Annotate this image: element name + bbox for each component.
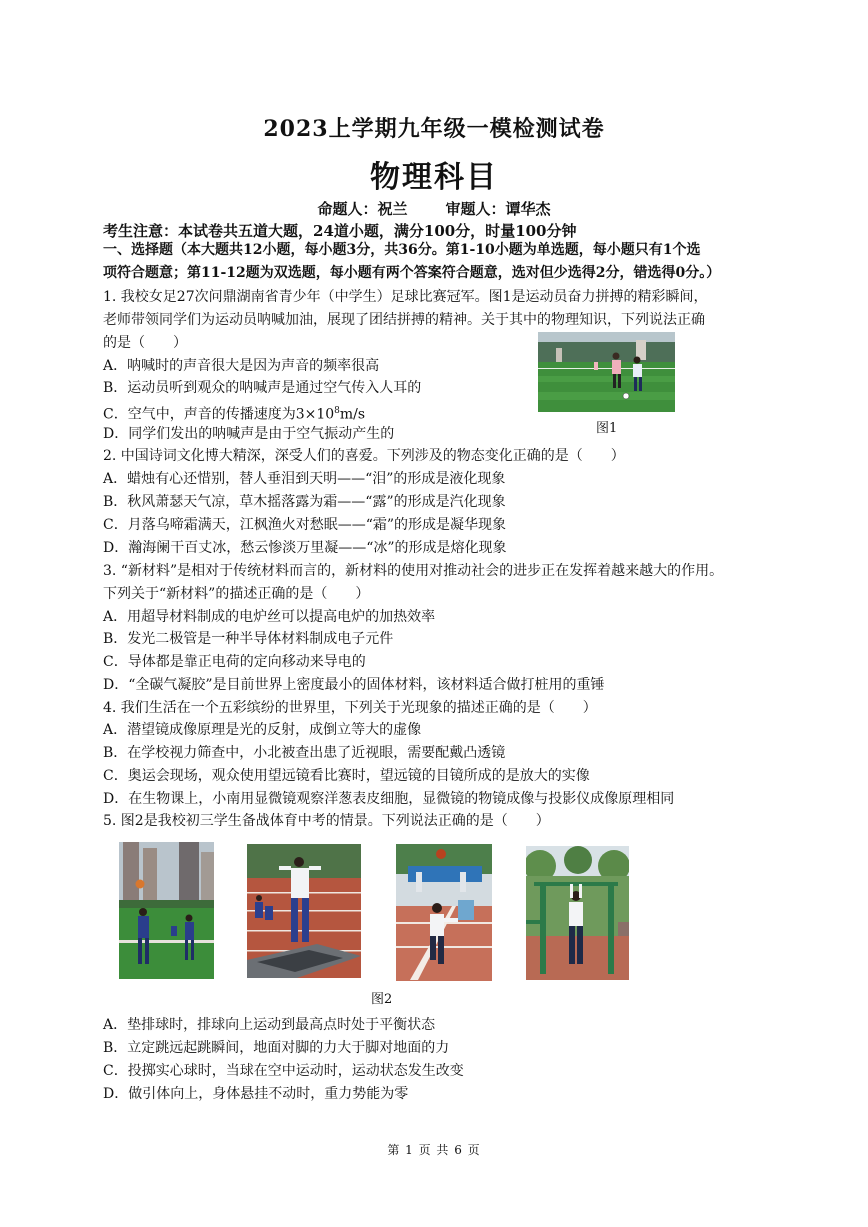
q3-option-b: B．发光二极管是一种半导体材料制成电子元件 bbox=[103, 631, 394, 647]
q3-option-c: C．导体都是靠正电荷的定向移动来导电的 bbox=[103, 654, 366, 670]
q3-option-a: A．用超导材料制成的电炉丝可以提高电炉的加热效率 bbox=[103, 609, 436, 625]
q5-option-d: D．做引体向上，身体悬挂不动时，重力势能为零 bbox=[103, 1086, 409, 1102]
q2-option-b: B．秋风萧瑟天气凉，草木摇落露为霜——“露”的形成是汽化现象 bbox=[103, 494, 506, 510]
q5-stem: 5. 图2是我校初三学生备战体育中考的情景。下列说法正确的是（ ） bbox=[103, 813, 550, 829]
q1-option-d: D．同学们发出的呐喊声是由于空气振动产生的 bbox=[103, 426, 395, 442]
q1-stem-line1: 1. 我校女足27次问鼎湖南省青少年（中学生）足球比赛冠军。图1是运动员奋力拼搏的精彩瞬间， bbox=[103, 289, 708, 305]
q1-stem-line2: 老师带领同学们为运动员呐喊加油，展现了团结拼搏的精神。关于其中的物理知识，下列说法正确 bbox=[103, 312, 705, 328]
q1-stem-line3: 的是（ ） bbox=[103, 335, 187, 351]
figure2-pull-up-photo bbox=[526, 846, 629, 980]
q2-option-d: D．瀚海阑干百丈冰，愁云惨淡万里凝——“冰”的形成是熔化现象 bbox=[103, 540, 507, 556]
q5-option-a: A．垫排球时，排球向上运动到最高点时处于平衡状态 bbox=[103, 1017, 436, 1033]
q2-option-c: C．月落乌啼霜满天，江枫渔火对愁眠——“霜”的形成是凝华现象 bbox=[103, 517, 507, 533]
page-footer: 第 1 页 共 6 页 bbox=[387, 1143, 481, 1157]
q1-option-b: B．运动员听到观众的呐喊声是通过空气传入人耳的 bbox=[103, 380, 422, 396]
q3-stem-line1: 3. “新材料”是相对于传统材料而言的，新材料的使用对推动社会的进步正在发挥着越来越大的作用。 bbox=[103, 563, 724, 579]
q4-option-d: D．在生物课上，小南用显微镜观察洋葱表皮细胞，显微镜的物镜成像与投影仪成像原理相同 bbox=[103, 791, 675, 807]
figure2-shot-put-photo bbox=[396, 844, 492, 981]
q4-stem: 4. 我们生活在一个五彩缤纷的世界里，下列关于光现象的描述正确的是（ ） bbox=[103, 700, 597, 716]
q4-option-a: A．潜望镜成像原理是光的反射，成倒立等大的虚像 bbox=[103, 722, 422, 738]
q4-option-c: C．奥运会现场，观众使用望远镜看比赛时，望远镜的目镜所成的是放大的实像 bbox=[103, 768, 590, 784]
reviewer: 审题人：谭华杰 bbox=[445, 200, 551, 218]
q5-option-b: B．立定跳远起跳瞬间，地面对脚的力大于脚对地面的力 bbox=[103, 1040, 450, 1056]
section-heading-line2: 项符合题意；第11-12题为双选题，每小题有两个答案符合题意，选对但少选得2分，错选得0分。） bbox=[103, 265, 721, 281]
q5-option-c: C．投掷实心球时，当球在空中运动时，运动状态发生改变 bbox=[103, 1063, 464, 1079]
authors-line bbox=[0, 198, 868, 219]
section-heading-line1: 一、选择题（本大题共12小题，每小题3分，共36分。第1-10小题为单选题，每小题只有1个选 bbox=[103, 242, 701, 258]
figure1-caption: 图1 bbox=[596, 421, 618, 436]
q2-stem: 2. 中国诗词文化博大精深，深受人们的喜爱。下列涉及的物态变化正确的是（ ） bbox=[103, 448, 625, 464]
figure2-volleyball-photo bbox=[119, 842, 214, 979]
figure2-long-jump-photo bbox=[247, 844, 361, 978]
q3-stem-line2: 下列关于“新材料”的描述正确的是（ ） bbox=[103, 586, 370, 602]
exam-title: 2023上学期九年级一模检测试卷 bbox=[263, 116, 605, 142]
subject-title: 物理科目 bbox=[370, 160, 498, 195]
author: 命题人：祝兰 bbox=[317, 200, 408, 218]
figure1-soccer-photo bbox=[538, 332, 675, 412]
q1-option-c: C．空气中，声音的传播速度为$3\times 10^8m/s$ bbox=[103, 406, 366, 423]
exam-notice: 考生注意：本试卷共五道大题，24道小题，满分100分，时量100分钟 bbox=[103, 222, 577, 240]
q4-option-b: B．在学校视力筛查中，小北被查出患了近视眼，需要配戴凸透镜 bbox=[103, 745, 506, 761]
q2-option-a: A．蜡烛有心还惜别，替人垂泪到天明——“泪”的形成是液化现象 bbox=[103, 471, 506, 487]
q3-option-d: D．“全碳气凝胶”是目前世界上密度最小的固体材料，该材料适合做打桩用的重锤 bbox=[103, 677, 605, 693]
q1-option-a: A．呐喊时的声音很大是因为声音的频率很高 bbox=[103, 358, 380, 374]
figure2-caption: 图2 bbox=[371, 992, 393, 1007]
